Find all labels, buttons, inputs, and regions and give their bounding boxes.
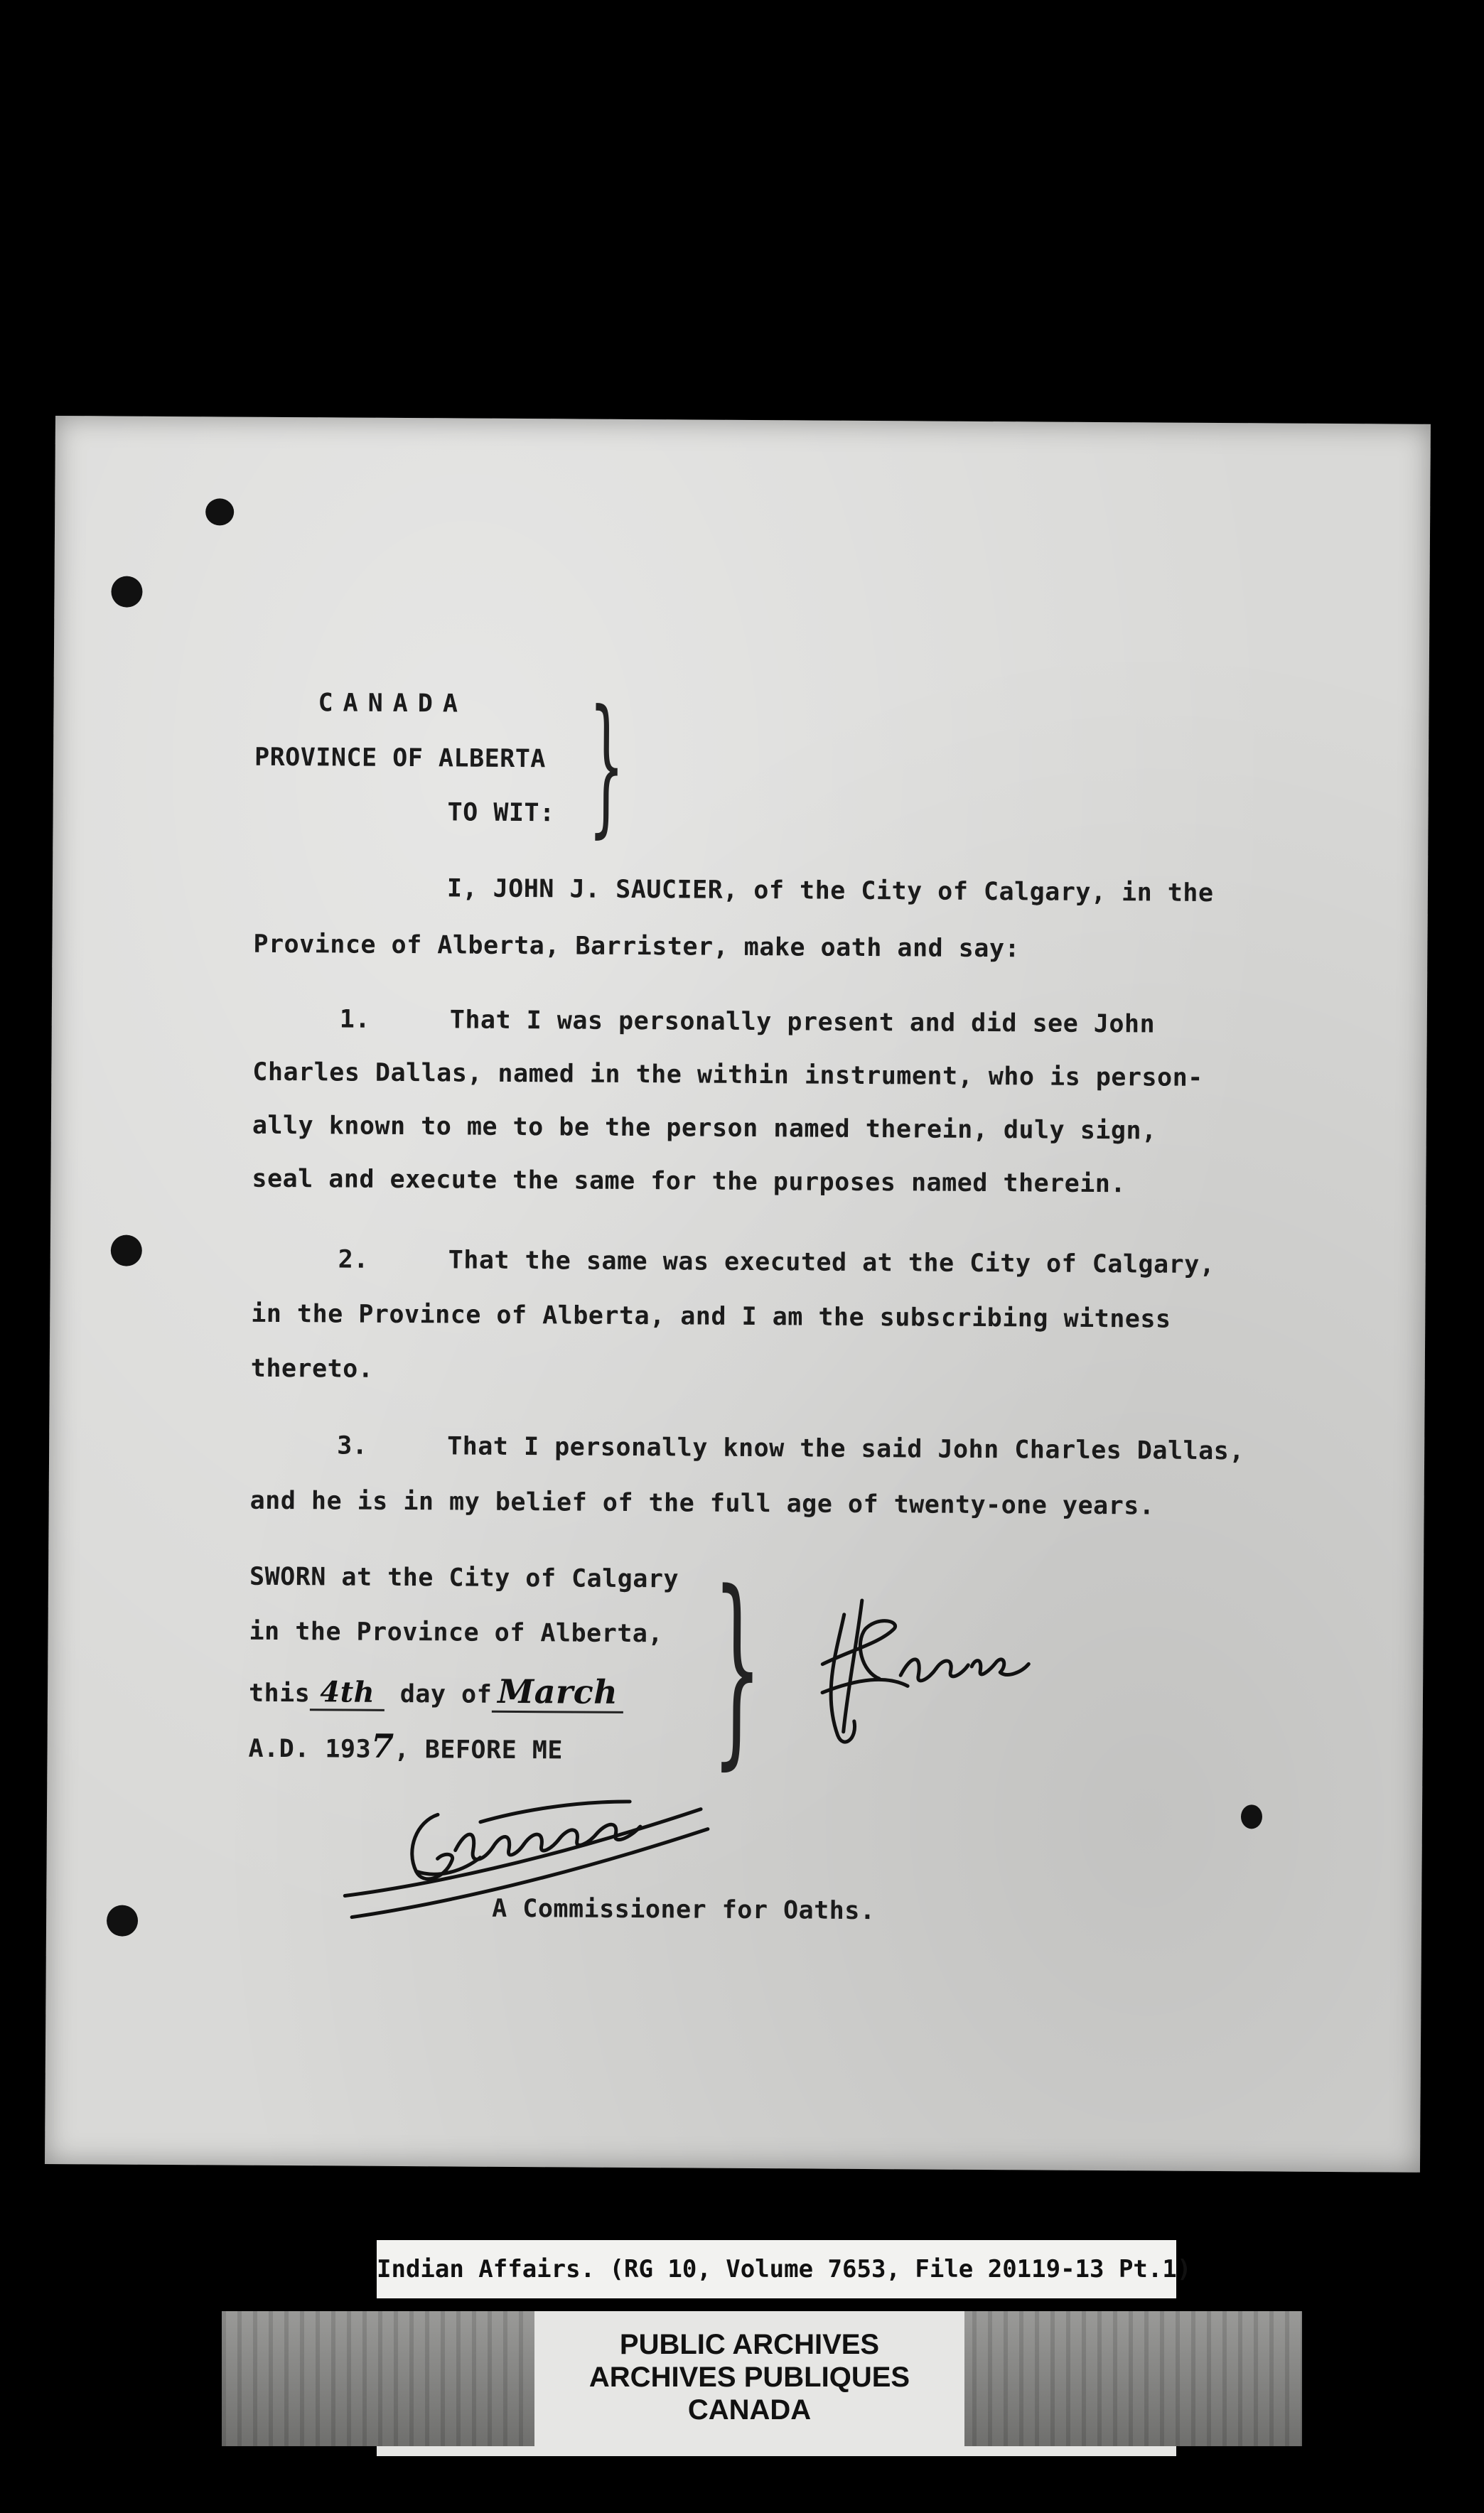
jurat-line-4 — [248, 1726, 564, 1765]
clause-line: in the Province of Alberta, and I am the subscribing witness — [251, 1299, 1171, 1334]
stamp-line-1: PUBLIC ARCHIVES — [619, 2329, 880, 2360]
venue-province: PROVINCE OF ALBERTA — [254, 743, 547, 774]
archive-reference-label: Indian Affairs. (RG 10, Volume 7653, File 20119-13 Pt.1) — [377, 2240, 1176, 2298]
ink-spot — [1241, 1804, 1262, 1829]
handwritten-month: March — [492, 1672, 623, 1713]
archive-stamp — [534, 2311, 964, 2446]
clause-line: That I personally know the said John Charles Dallas, — [447, 1432, 1244, 1466]
jurat-ad: A.D. 193 — [248, 1734, 372, 1764]
clause-number: 2. — [338, 1245, 370, 1274]
jurat-line-1: SWORN at the City of Calgary — [249, 1562, 679, 1594]
punch-hole-top-small — [205, 498, 234, 525]
venue-heading — [55, 416, 1431, 852]
clause-line: seal and execute the same for the purposes named therein. — [252, 1164, 1127, 1199]
deponent-signature — [793, 1586, 1065, 1765]
clause-line: ally known to me to be the person named therein, duly sign, — [252, 1111, 1157, 1146]
jurat-before-me: , BEFORE ME — [394, 1735, 564, 1765]
handwritten-day: 4th — [310, 1675, 385, 1711]
venue-to-wit: TO WIT: — [447, 798, 555, 828]
intro-line-1: I, JOHN J. SAUCIER, of the City of Calgary, in the — [446, 874, 1214, 908]
venue-country: CANADA — [318, 689, 468, 719]
commissioner-title: A Commissioner for Oaths. — [492, 1894, 876, 1926]
jurat-line-3 — [248, 1672, 623, 1711]
jurat-line-2: in the Province of Alberta, — [249, 1617, 664, 1649]
handwritten-year-digit: 7 — [370, 1726, 394, 1765]
punch-hole-3 — [107, 1905, 138, 1936]
affidavit-page — [45, 416, 1431, 2173]
punch-hole-2 — [111, 1234, 142, 1266]
jurat-this: this — [248, 1679, 311, 1708]
clause-number: 1. — [339, 1005, 371, 1034]
jurat-brace: } — [711, 1548, 763, 1789]
stamp-line-2: ARCHIVES PUBLIQUES — [588, 2362, 910, 2393]
venue-brace: } — [588, 677, 625, 852]
clause-line: That I was personally present and did see John — [449, 1006, 1156, 1039]
clause-line: Charles Dallas, named in the within instrument, who is person- — [252, 1058, 1203, 1092]
clause-line: and he is in my belief of the full age of twenty-one years. — [249, 1486, 1155, 1521]
intro-line-2: Province of Alberta, Barrister, make oath and say: — [253, 930, 1021, 964]
clause-line: That the same was executed at the City of Calgary, — [448, 1246, 1215, 1279]
archive-stamp-strip — [377, 2446, 1176, 2456]
clause-number: 3. — [337, 1431, 368, 1460]
jurat-day-of: day of — [399, 1679, 493, 1709]
clause-line: thereto. — [250, 1354, 374, 1384]
punch-hole-1 — [111, 576, 142, 607]
stamp-line-3: CANADA — [687, 2394, 812, 2426]
